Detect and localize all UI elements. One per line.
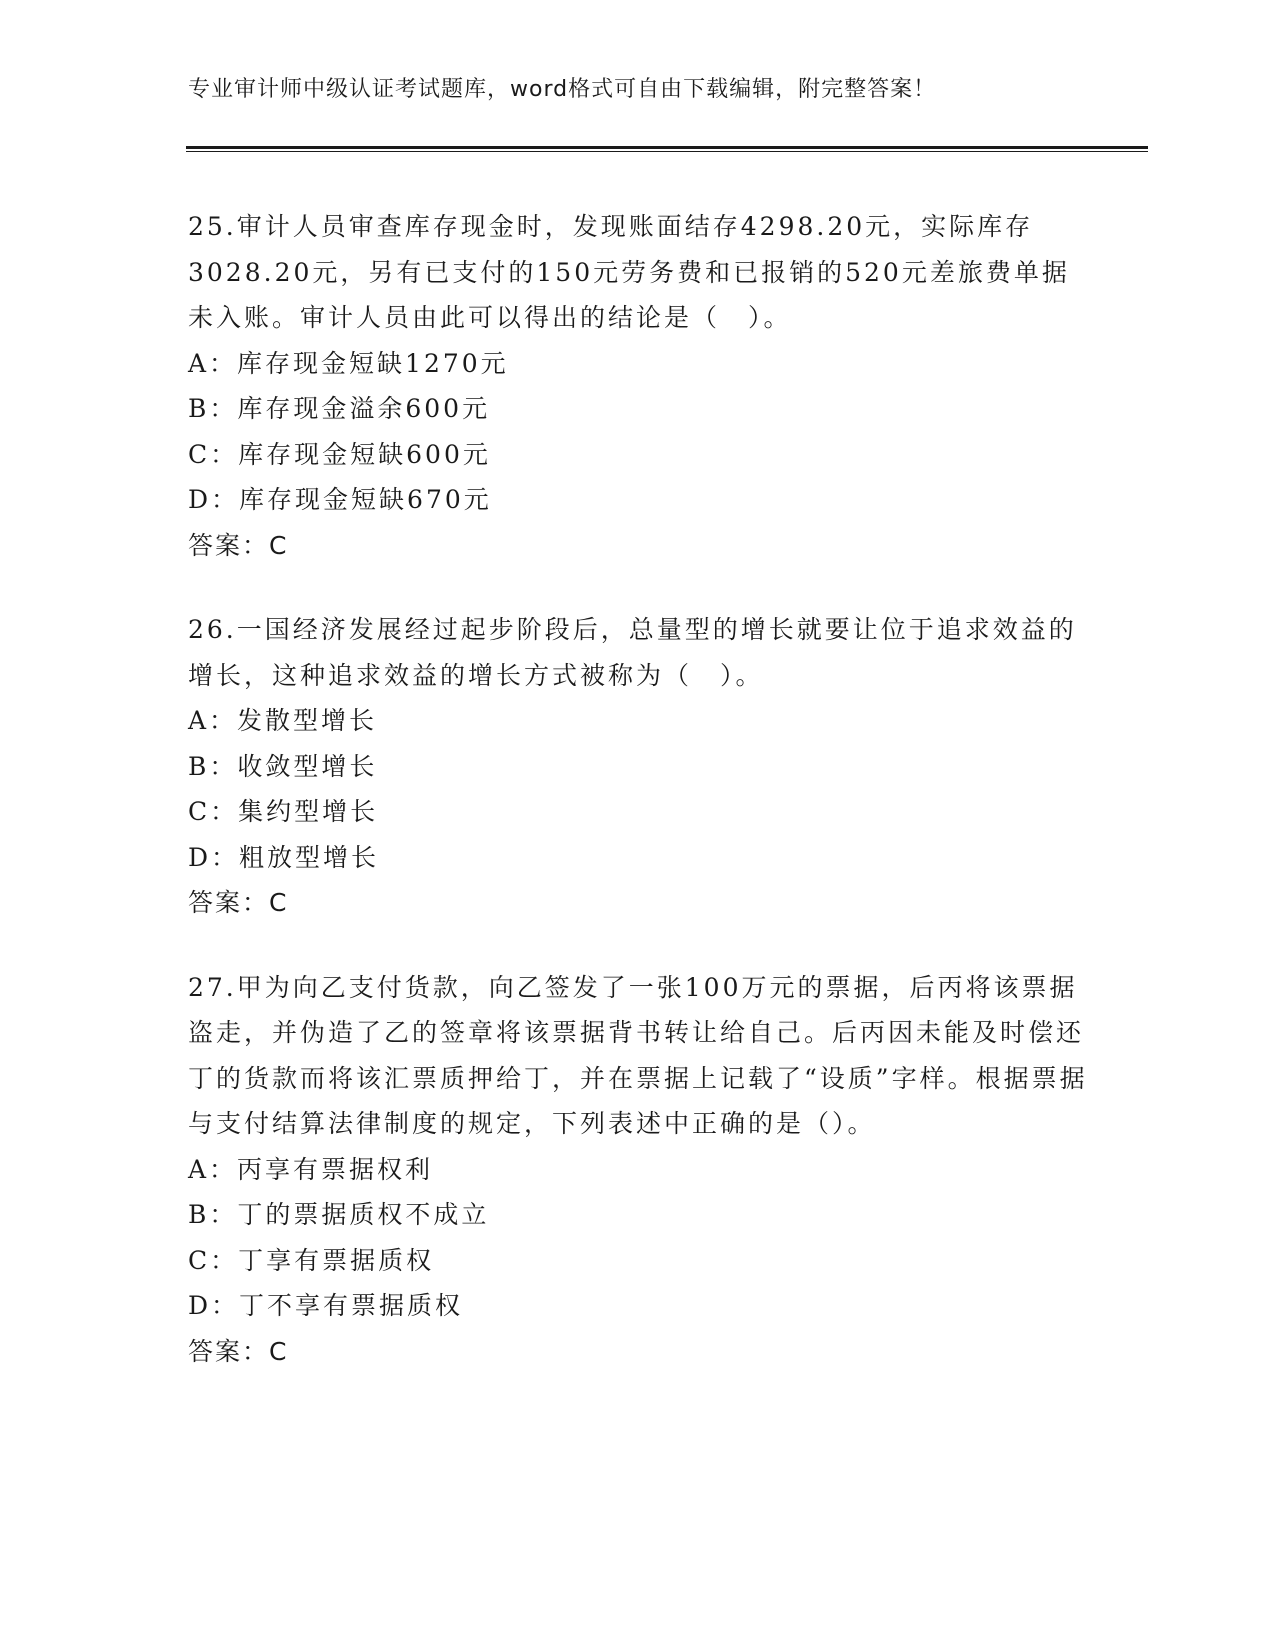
option-b: B：库存现金溢余600元: [188, 394, 491, 423]
question-26: [188, 607, 1088, 926]
option-d: D：丁不享有票据质权: [188, 1291, 464, 1320]
option-a: A：发散型增长: [188, 706, 378, 735]
header-divider: [186, 146, 1148, 152]
question-stem: 25.审计人员审查库存现金时，发现账面结存4298.20元，实际库存3028.20元，另有已支付的150元劳务费和已报销的520元差旅费单据未入账。审计人员由此可以得出的结论是（ ）。: [188, 212, 1070, 332]
option-a: A：库存现金短缺1270元: [188, 348, 509, 378]
answer-line: 答案：C: [188, 888, 289, 917]
option-c: C：库存现金短缺600元: [188, 439, 491, 469]
question-list: [188, 204, 1088, 1413]
question-stem: 26.一国经济发展经过起步阶段后，总量型的增长就要让位于追求效益的增长，这种追求效益的增长方式被称为（ ）。: [188, 615, 1077, 690]
option-b: B：收敛型增长: [188, 751, 378, 781]
question-27: [188, 965, 1088, 1375]
option-d: D：粗放型增长: [188, 842, 380, 872]
option-d: D：库存现金短缺670元: [188, 485, 492, 514]
option-a: A：丙享有票据权利: [188, 1154, 434, 1184]
page-header: 专业审计师中级认证考试题库，word格式可自由下载编辑，附完整答案！: [188, 77, 937, 102]
option-c: C：集约型增长: [188, 797, 379, 826]
option-b: B：丁的票据质权不成立: [188, 1200, 490, 1229]
question-stem: 27.甲为向乙支付货款，向乙签发了一张100万元的票据，后丙将该票据盗走，并伪造了乙的签章将该票据背书转让给自己。后丙因未能及时偿还丁的货款而将该汇票质押给丁，并在票据上记载了“设质”字样。根据票据与支付结算法律制度的规定，下列表述中正确的是（）。: [188, 972, 1088, 1138]
question-25: [188, 204, 1088, 568]
answer-line: 答案：C: [188, 1336, 289, 1366]
answer-line: 答案：C: [188, 530, 289, 560]
option-c: C：丁享有票据质权: [188, 1245, 435, 1275]
